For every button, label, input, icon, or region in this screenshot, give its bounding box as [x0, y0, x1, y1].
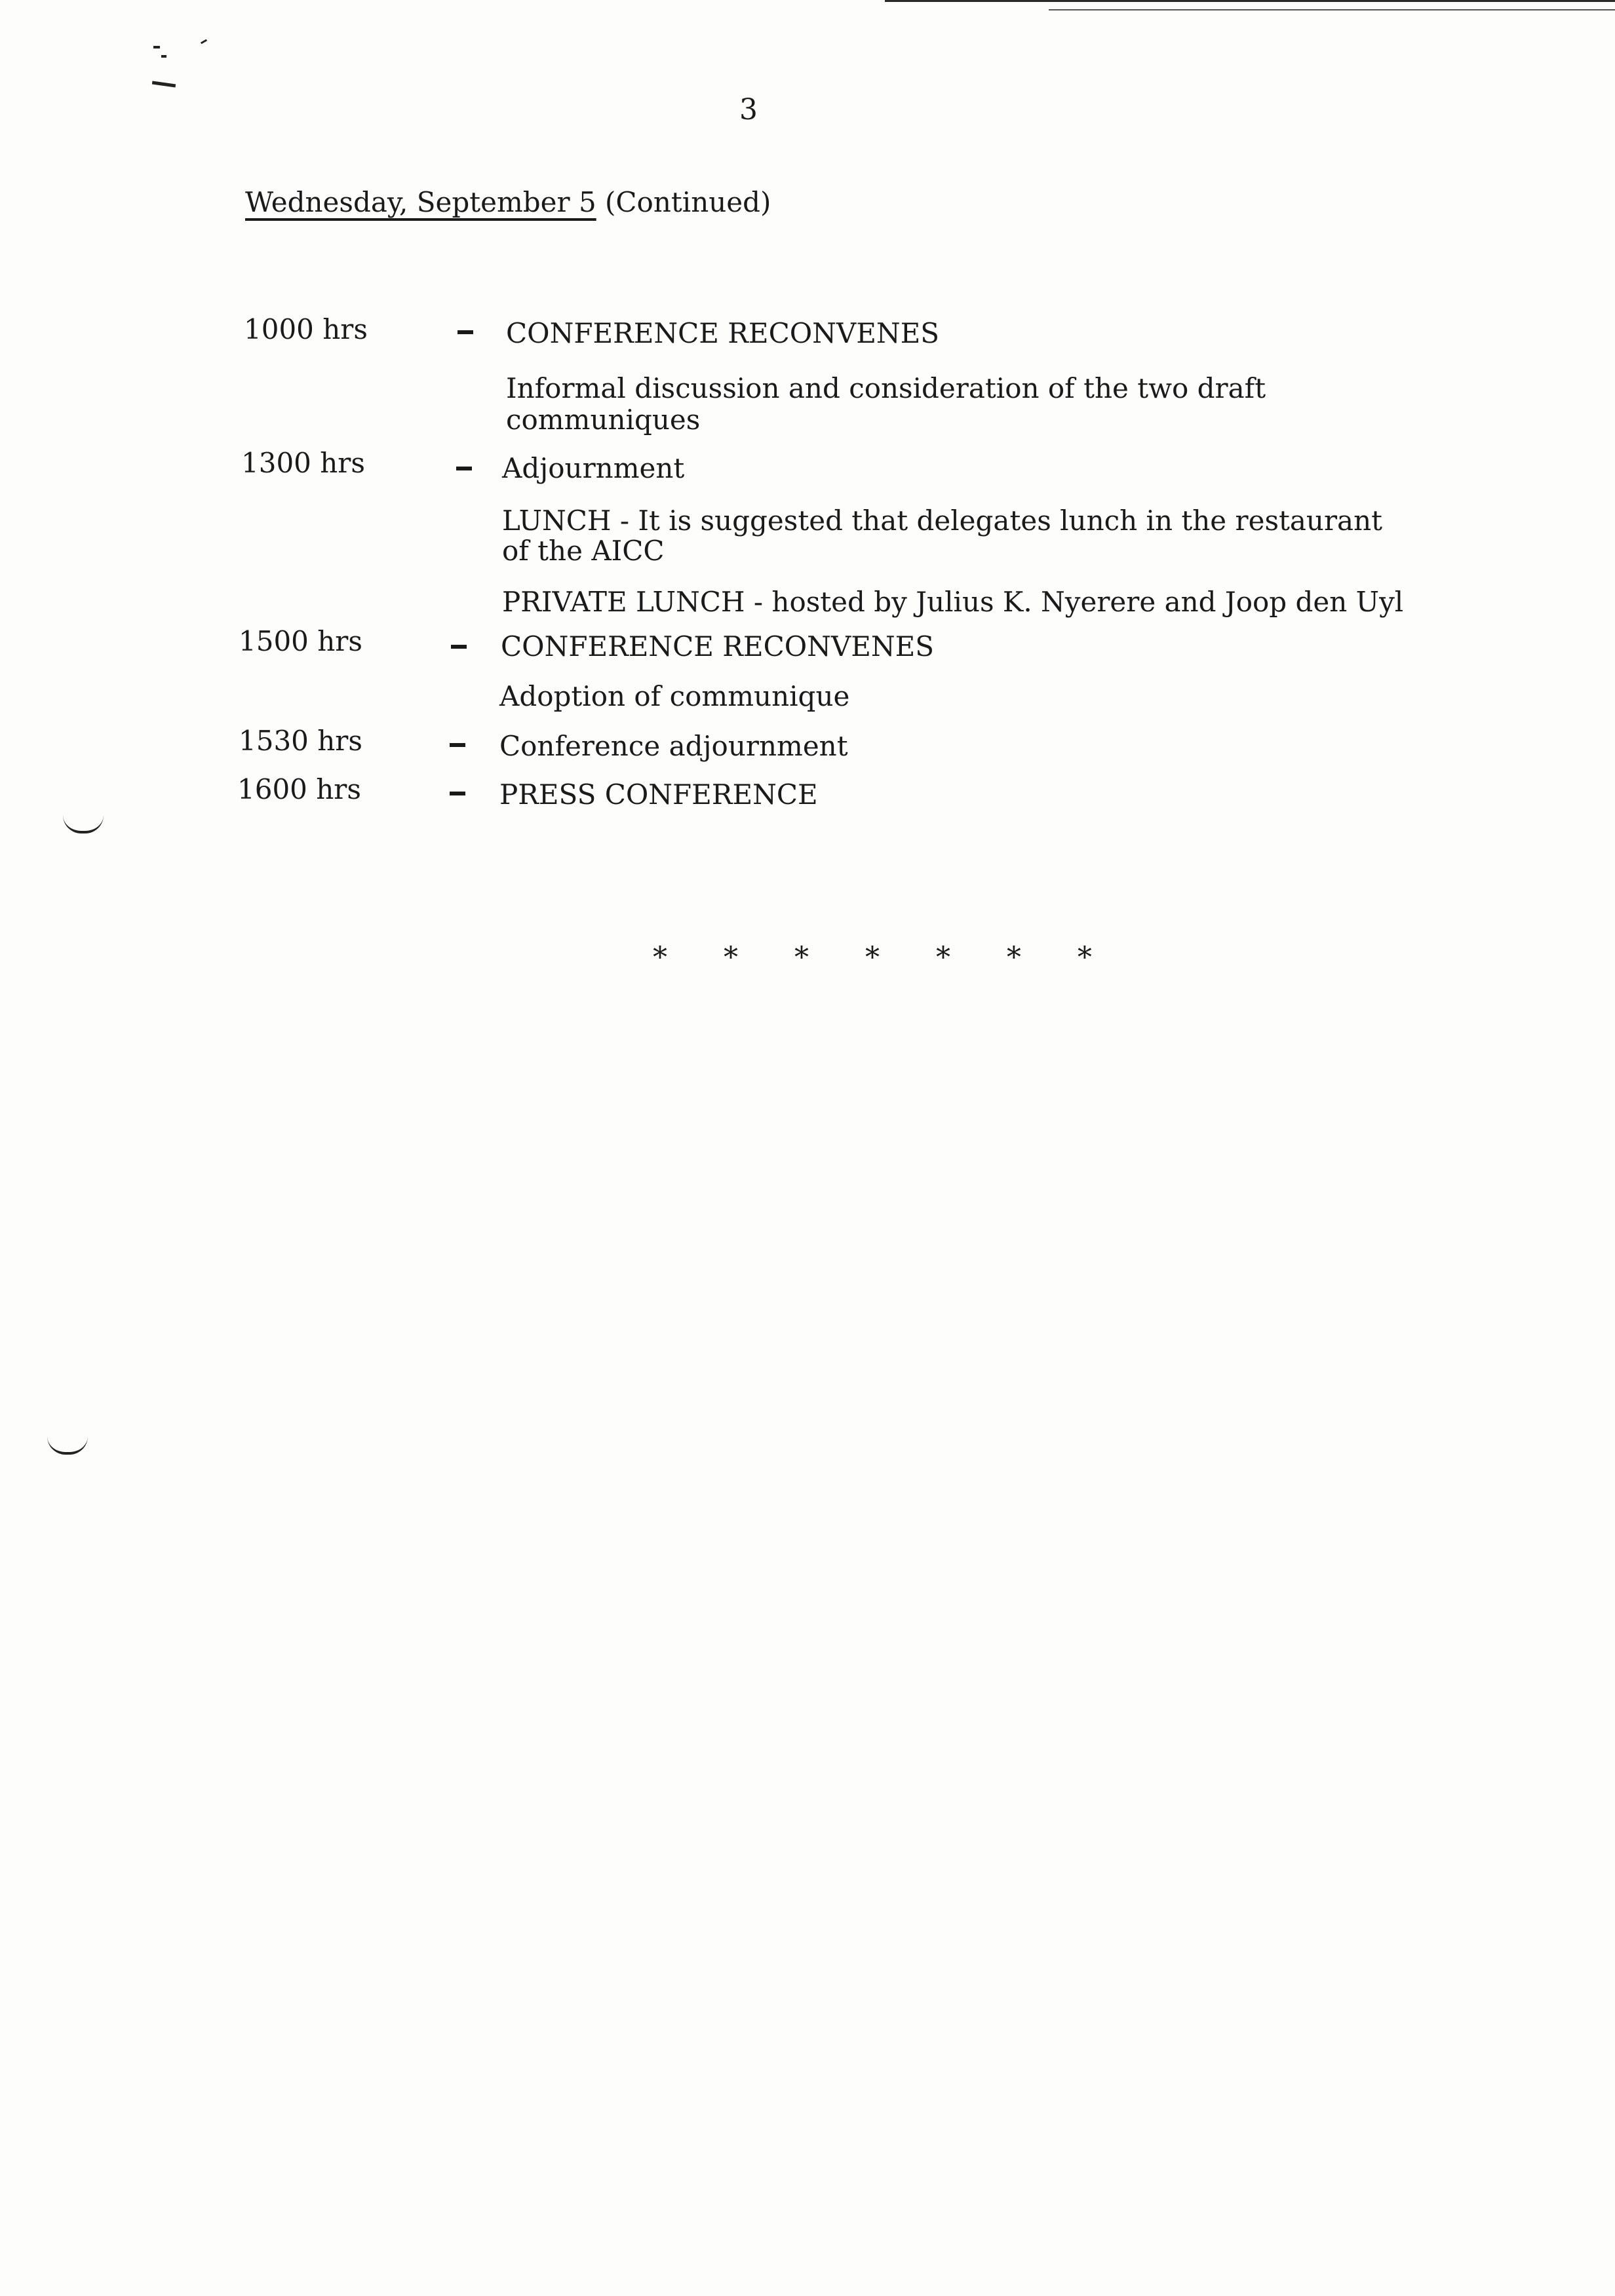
schedule-dash: [450, 792, 465, 795]
schedule-entry: Adoption of communique: [499, 680, 850, 712]
schedule-dash: [451, 645, 467, 649]
schedule-entry: Informal discussion and consideration of the two draft: [506, 372, 1266, 404]
scan-mark: [153, 46, 160, 48]
section-end-stars: * * * * * * *: [653, 941, 1116, 974]
schedule-entry: PRESS CONFERENCE: [499, 778, 818, 811]
punch-hole-mark: [47, 1436, 88, 1455]
heading-date: Wednesday, September 5: [245, 186, 596, 218]
scan-mark: [161, 55, 166, 58]
schedule-entry: CONFERENCE RECONVENES: [506, 317, 940, 349]
schedule-entry: of the AICC: [502, 535, 665, 567]
schedule-dash: [450, 743, 465, 747]
punch-hole-mark: [63, 815, 104, 833]
schedule-time: 1530 hrs: [239, 725, 362, 757]
heading-suffix: (Continued): [596, 186, 771, 218]
schedule-entry: CONFERENCE RECONVENES: [501, 630, 935, 662]
schedule-time: 1600 hrs: [237, 773, 361, 805]
schedule-time: 1500 hrs: [239, 625, 362, 657]
schedule-dash: [457, 330, 473, 334]
top-edge-line: [885, 0, 1615, 2]
schedule-entry: Adjournment: [502, 452, 685, 484]
section-heading: [245, 186, 771, 218]
schedule-entry: Conference adjournment: [499, 730, 848, 762]
scan-mark: [152, 81, 176, 88]
schedule-dash: [456, 467, 472, 470]
page-number: 3: [739, 93, 758, 126]
schedule-time: 1000 hrs: [244, 313, 368, 345]
schedule-time: 1300 hrs: [241, 447, 365, 479]
top-edge-line-secondary: [1049, 9, 1615, 10]
schedule-entry: LUNCH - It is suggested that delegates lunch in the restaurant: [502, 505, 1383, 537]
scan-mark: [201, 39, 207, 45]
schedule-entry: communiques: [506, 404, 701, 436]
schedule-entry: PRIVATE LUNCH - hosted by Julius K. Nyerere and Joop den Uyl: [502, 586, 1404, 618]
